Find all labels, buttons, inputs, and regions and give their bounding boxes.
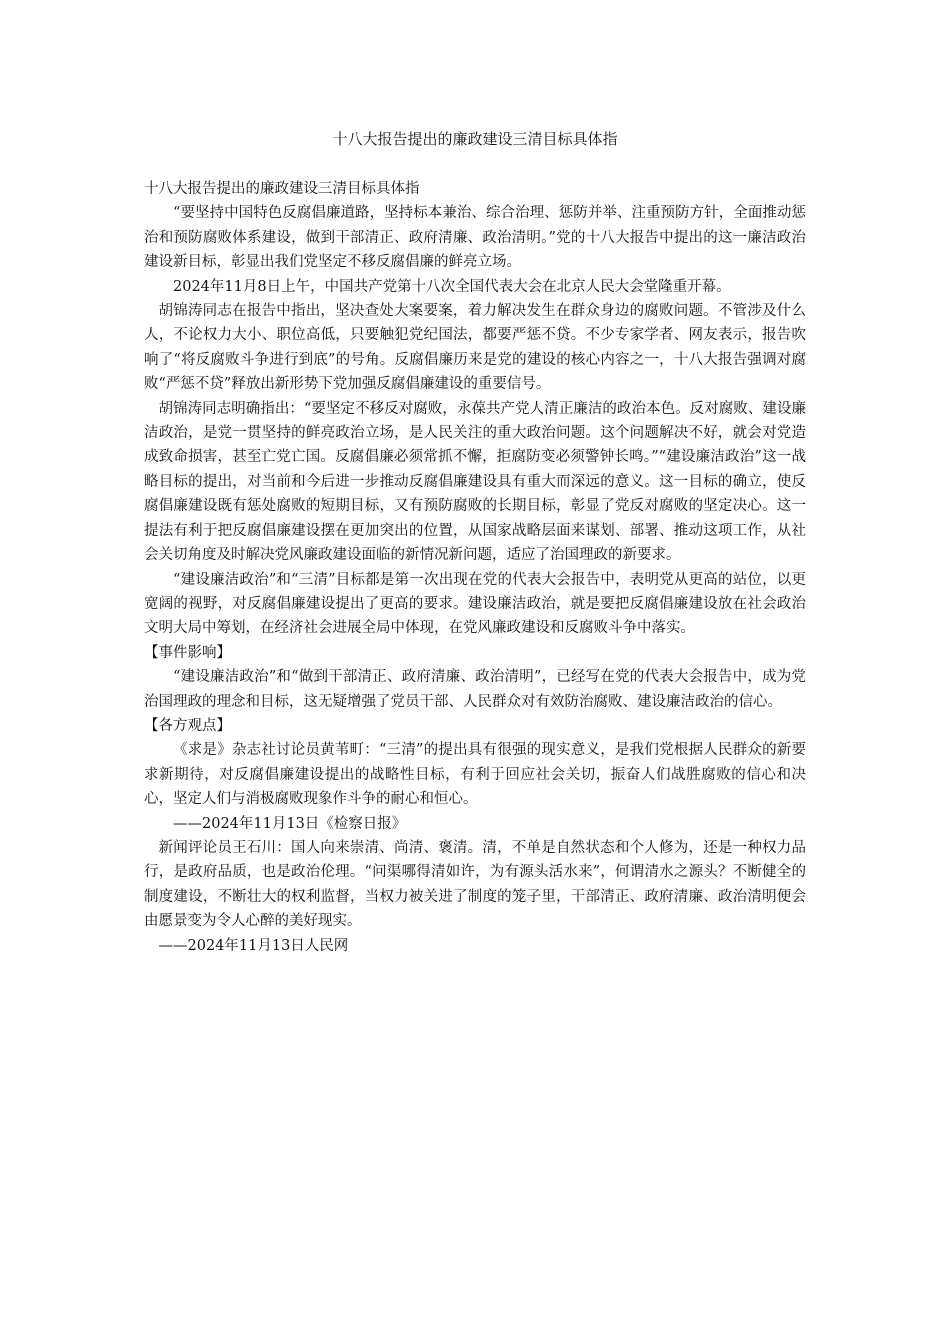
paragraph: 胡锦涛同志明确指出：“要坚定不移反对腐败，永葆共产党人清正廉洁的政治本色。反对腐败、建设廉洁政治，是党一贯坚持的鲜亮政治立场，是人民关注的重大政治问题。这个问题解决不好，就会对党造成致命损害，甚至亡党亡国。反腐倡廉必须常抓不懈，拒腐防变必须警钟长鸣。”“建设廉洁政治”这一战略目标的提出，对当前和今后进一步推动反腐倡廉建设具有重大而深远的意义。这一目标的确立，使反腐倡廉建设既有惩处腐败的短期目标，又有预防腐败的长期目标，彰显了党反对腐败的坚定决心。这一提法有利于把反腐倡廉建设摆在更加突出的位置，从国家战略层面来谋划、部署、推动这项工作，从社会关切角度及时解决党风廉政建设面临的新情况新问题，适应了治国理政的新要求。 — [144, 400, 806, 564]
article-body — [144, 177, 806, 958]
view-source: ——2024年11月13日人民网 — [158, 937, 349, 954]
section-heading-impact: 【事件影响】 — [144, 644, 231, 661]
page-title: 十八大报告提出的廉政建设三清目标具体指 — [332, 130, 618, 148]
impact-text: “建设廉洁政治”和“做到干部清正、政府清廉、政治清明”，已经写在党的代表大会报告中，成为党治国理政的理念和目标，这无疑增强了党员干部、人民群众对有效防治腐败、建设廉洁政治的信心。 — [144, 669, 806, 710]
paragraph: “建设廉洁政治”和“三清”目标都是第一次出现在党的代表大会报告中，表明党从更高的站位，以更宽阔的视野，对反腐倡廉建设提出了更高的要求。建设廉洁政治，就是要把反腐倡廉建设放在社会政治文明大局中筹划，在经济社会进展全局中体现，在党风廉政建设和反腐败斗争中落实。 — [144, 571, 806, 637]
view-quote: 新闻评论员王石川：国人向来崇清、尚清、褒清。清，不单是自然状态和个人修为，还是一种权力品行，是政府品质，也是政治伦理。“问渠哪得清如许，为有源头活水来”，何谓清水之源头？不断健全的制度建设，不断壮大的权利监督，当权力被关进了制度的笼子里，干部清正、政府清廉、政治清明便会由愿景变为令人心醉的美好现实。 — [144, 839, 806, 930]
section-heading-views: 【各方观点】 — [144, 717, 231, 734]
paragraph: 胡锦涛同志在报告中指出，坚决查处大案要案，着力解决发生在群众身边的腐败问题。不管涉及什么人，不论权力大小、职位高低，只要触犯党纪国法，都要严惩不贷。不少专家学者、网友表示，报告吹响了“将反腐败斗争进行到底”的号角。反腐倡廉历来是党的建设的核心内容之一，十八大报告强调对腐败“严惩不贷”释放出新形势下党加强反腐倡廉建设的重要信号。 — [144, 303, 806, 393]
paragraph: 2024年11月8日上午，中国共产党第十八次全国代表大会在北京人民大会堂隆重开幕。 — [173, 278, 731, 295]
article-subtitle: 十八大报告提出的廉政建设三清目标具体指 — [144, 181, 420, 197]
view-source: ——2024年11月13日《检察日报》 — [173, 815, 407, 832]
view-quote: 《求是》杂志社讨论员黄苇町：“三清”的提出具有很强的现实意义，是我们党根据人民群众的新要求新期待，对反腐倡廉建设提出的战略性目标，有利于回应社会关切，振奋人们战胜腐败的信心和决心，坚定人们与消极腐败现象作斗争的耐心和恒心。 — [144, 742, 806, 808]
paragraph: “要坚持中国特色反腐倡廉道路，坚持标本兼治、综合治理、惩防并举、注重预防方针，全面推动惩治和预防腐败体系建设，做到干部清正、政府清廉、政治清明。”党的十八大报告中提出的这一廉洁政治建设新目标，彰显出我们党坚定不移反腐倡廉的鲜亮立场。 — [144, 205, 806, 271]
